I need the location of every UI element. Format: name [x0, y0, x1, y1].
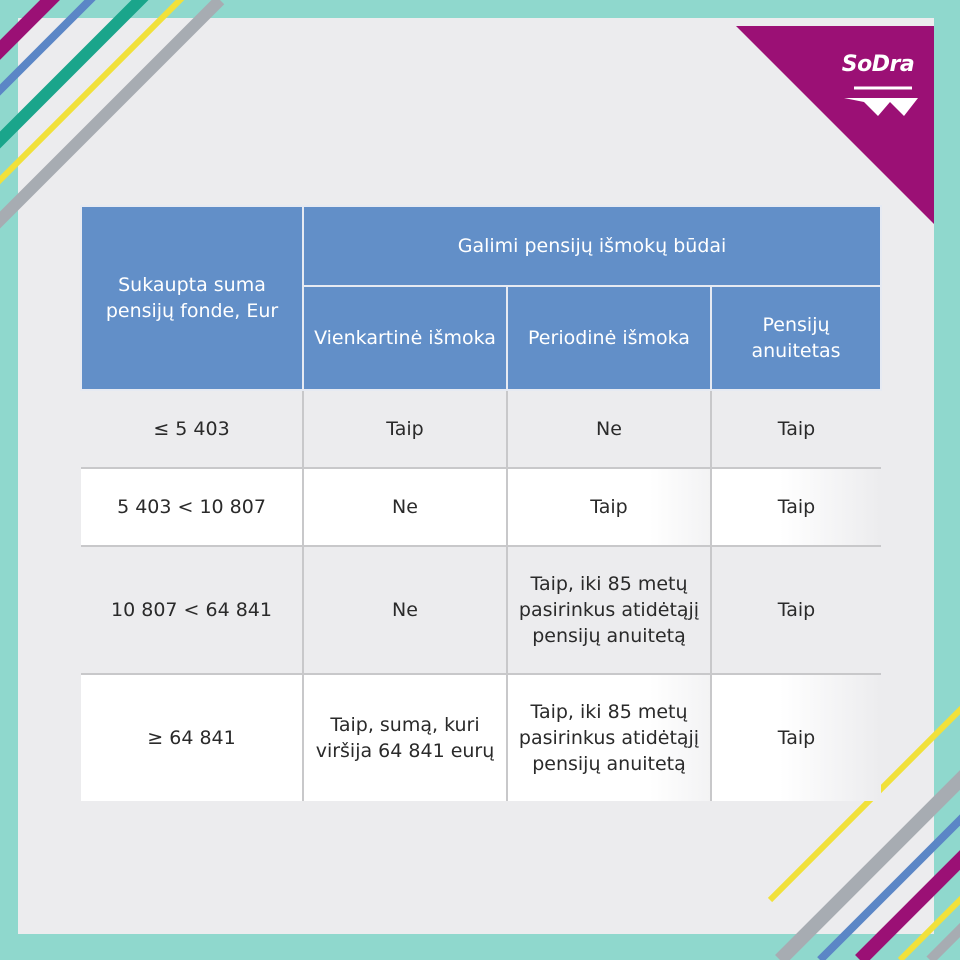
table-row	[81, 546, 881, 674]
logo-text: SoDra	[841, 52, 915, 77]
annuity-cell: Taip	[711, 546, 881, 674]
stripe-yellow-top	[0, 0, 200, 200]
annuity-cell: Taip	[711, 674, 881, 801]
table-row	[81, 674, 881, 801]
periodic-cell: Taip, iki 85 metų pasirinkus atidėtąjį pensijų anuitetą	[507, 546, 711, 674]
amount-cell: 10 807 < 64 841	[81, 546, 303, 674]
group-header: Galimi pensijų išmokų būdai	[303, 206, 881, 286]
lump-sum-cell: Taip, sumą, kuri viršija 64 841 eurų	[303, 674, 507, 801]
periodic-cell: Ne	[507, 390, 711, 468]
lump-sum-cell: Ne	[303, 468, 507, 546]
column-header-lump-sum: Vienkartinė išmoka	[303, 286, 507, 390]
lump-sum-cell: Taip	[303, 390, 507, 468]
table-row	[81, 390, 881, 468]
amount-cell: 5 403 < 10 807	[81, 468, 303, 546]
periodic-cell: Taip, iki 85 metų pasirinkus atidėtąjį pensijų anuitetą	[507, 674, 711, 801]
stripe-blue-top	[0, 0, 120, 110]
pension-options-table	[80, 205, 882, 801]
amount-cell: ≤ 5 403	[81, 390, 303, 468]
amount-cell: ≥ 64 841	[81, 674, 303, 801]
corner-header: Sukaupta suma pensijų fonde, Eur	[81, 206, 303, 390]
lump-sum-cell: Ne	[303, 546, 507, 674]
annuity-cell: Taip	[711, 468, 881, 546]
annuity-cell: Taip	[711, 390, 881, 468]
periodic-cell: Taip	[507, 468, 711, 546]
column-header-periodic: Periodinė išmoka	[507, 286, 711, 390]
column-header-annuity: Pensijų anuitetas	[711, 286, 881, 390]
table-row	[81, 468, 881, 546]
